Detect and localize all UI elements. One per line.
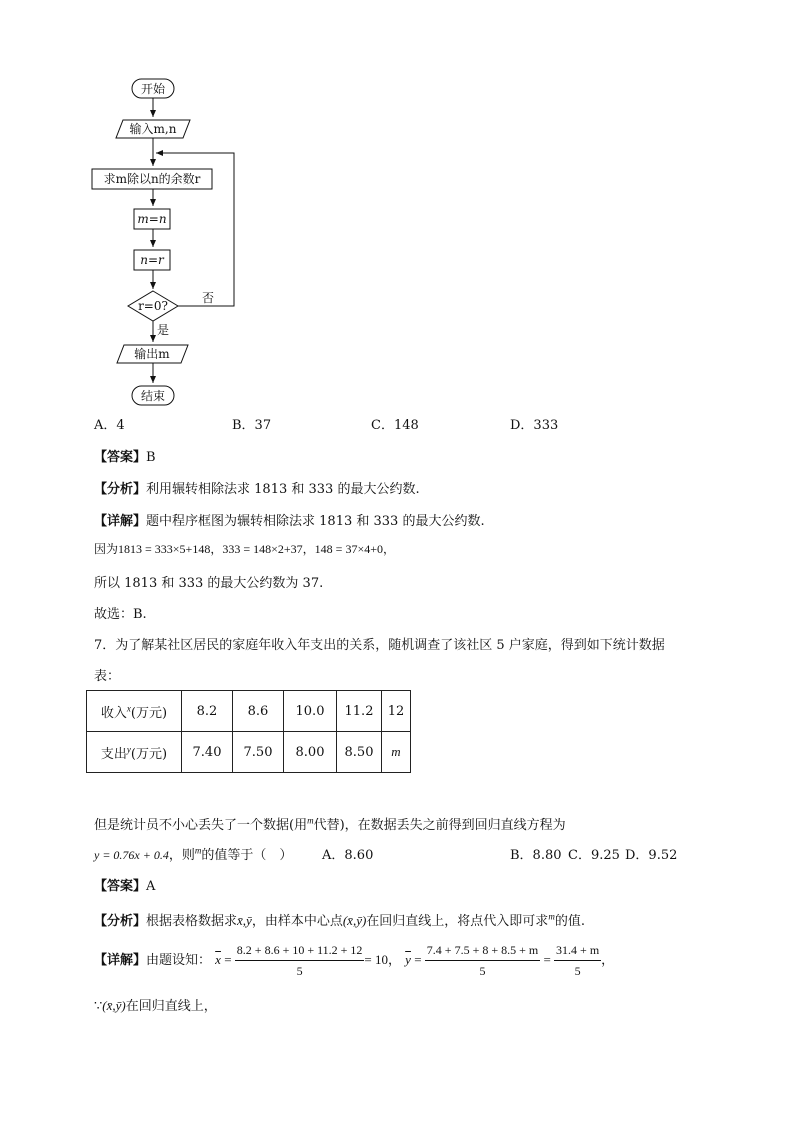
q7-option-a: A．8.60 (322, 848, 374, 863)
flowchart-assign-n-text: n=r (140, 253, 164, 267)
flowchart-output-text: 输出m (134, 347, 170, 361)
flowchart-remainder-text: 求m除以n的余数r (103, 172, 201, 186)
table-cell: 11.2 (337, 691, 382, 732)
flowchart (0, 0, 794, 420)
q6-answer-line (94, 446, 156, 465)
q7-data-table (86, 690, 411, 773)
q7-detail-line: 【详解】由题设知： $\overline{x}$ = $\frac{8.2 + 8.6 + 10 + 11.2 + 12}{5}$ = 10， $\overline{y}$ = $\frac{7.4 + 7.5 + 8 + 8.5 + m}{5}$ = $\frac{31.4 + m}{5}$ ， (94, 940, 614, 981)
table-cell: 8.50 (337, 732, 382, 773)
q7-answer-line: 【答案】A (94, 879, 156, 894)
xbar-fraction: $\frac{8.2 + 8.6 + 10 + 11.2 + 12}{5}$ (235, 940, 365, 981)
q7-answer: A (146, 879, 156, 894)
ybar-fraction-simplified: $\frac{31.4 + m}{5}$ (554, 940, 601, 981)
q7-option-c: C．9.25 (568, 848, 620, 863)
table-cell: m (382, 732, 411, 773)
table-row-label-expense: 支出$^y$(万元) (87, 732, 182, 773)
table-cell: 12 (382, 691, 411, 732)
q6-eq2: 333 = 148×2+37 (222, 542, 303, 556)
table-row (87, 691, 411, 732)
q7-option-d: D．9.52 (625, 848, 678, 863)
ybar-symbol: $\overline{y}$ (405, 952, 411, 967)
flowchart-yes-label: 是 (157, 323, 170, 337)
q7-option-b: B．8.80 (510, 848, 562, 863)
q7-last-line: ∵(x̄,ȳ)在回归直线上， (94, 998, 217, 1014)
q6-answer: B (146, 450, 156, 465)
q6-option-b: B．37 (232, 418, 272, 433)
q6-equations-line (94, 540, 395, 557)
q6-eq3: 148 = 37×4+0 (314, 542, 383, 556)
q6-conclusion: 所以 1813 和 333 的最大公约数为 37. (94, 576, 324, 591)
flowchart-condition-text: r=0? (138, 299, 168, 313)
table-cell: 8.2 (182, 691, 233, 732)
table-cell: 8.6 (233, 691, 284, 732)
table-cell: 10.0 (284, 691, 337, 732)
q6-sep2: ， (302, 542, 315, 556)
q6-option-c: C．148 (371, 418, 419, 433)
q6-analysis-line (94, 478, 420, 497)
q6-option-d: D．333 (510, 418, 559, 433)
q7-regression: y = 0.76x + 0.4 (94, 848, 169, 862)
q6-detail-line (94, 510, 485, 529)
xbar-symbol: $\overline{x}$ (215, 952, 221, 967)
flowchart-input-text: 输入m,n (129, 122, 177, 136)
q6-answer-tag: 【答案】 (94, 450, 147, 465)
q6-eq1: 1813 = 333×5+148 (118, 542, 211, 556)
q6-analysis: 利用辗转相除法求 1813 和 333 的最大公约数. (146, 482, 420, 497)
flowchart-start-text: 开始 (140, 82, 166, 96)
q6-detail-tag: 【详解】 (94, 514, 147, 529)
q6-analysis-tag: 【分析】 (94, 482, 147, 497)
q7-text-line1: 但是统计员不小心丢失了一个数据(用$^m$代替)，在数据丢失之前得到回归直线方程为 (94, 815, 566, 833)
table-row-label-income: 收入$^x$(万元) (87, 691, 182, 732)
flowchart-no-label: 否 (202, 291, 215, 305)
q7-stem-line1: 7．为了解某社区居民的家庭年收入年支出的关系，随机调查了该社区 5 户家庭，得到如下统计数据 (94, 638, 665, 653)
table-cell: 8.00 (284, 732, 337, 773)
table-row (87, 732, 411, 773)
flowchart-end-text: 结束 (140, 389, 166, 403)
q6-sep1: ， (210, 542, 223, 556)
q6-because: 因为 (94, 542, 119, 556)
q7-text-line2: y = 0.76x + 0.4，则$^m$的值等于（ ） (94, 845, 293, 863)
table-cell: 7.40 (182, 732, 233, 773)
q6-option-a: A．4 (94, 418, 125, 433)
flowchart-assign-m-text: m=n (137, 212, 167, 226)
table-cell: 7.50 (233, 732, 284, 773)
q6-detail: 题中程序框图为辗转相除法求 1813 和 333 的最大公约数. (146, 514, 485, 529)
ybar-fraction: $\frac{7.4 + 7.5 + 8 + 8.5 + m}{5}$ (425, 940, 540, 981)
q7-analysis-line: 【分析】根据表格数据求x̄,ȳ，由样本中心点(x̄,ȳ)在回归直线上，将点代入即可求$^m$的值. (94, 911, 585, 929)
q6-choose: 故选：B. (94, 607, 147, 622)
q6-sep3: ， (382, 542, 395, 556)
q7-stem-line2: 表： (94, 669, 121, 684)
